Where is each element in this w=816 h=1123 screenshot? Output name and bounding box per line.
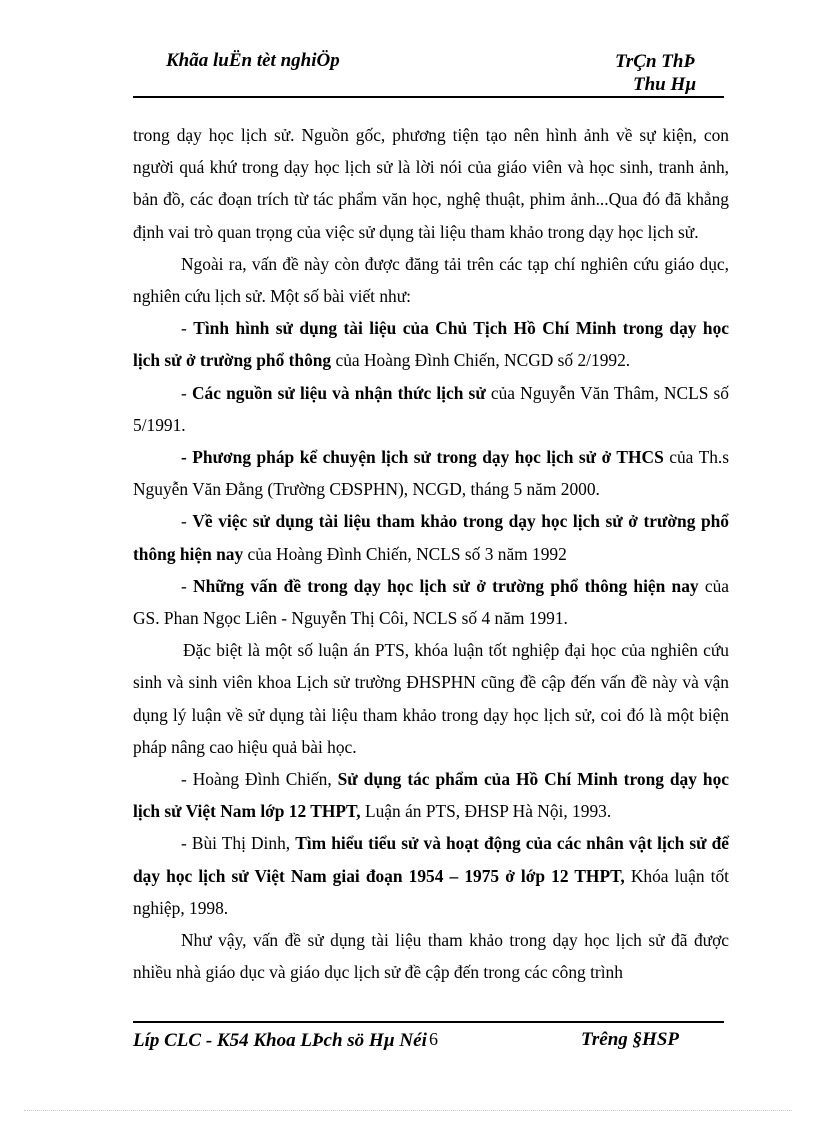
header-title: Khãa luËn tèt nghiÖp — [166, 50, 340, 71]
footer-rule — [133, 1021, 724, 1023]
header-rule — [133, 96, 724, 98]
page-body — [133, 119, 729, 988]
paragraph-2: Ngoài ra, vấn đề này còn được đăng tải trên các tạp chí nghiên cứu giáo dục, nghiên cứu lịch sử. Một số bài viết như: — [133, 253, 729, 307]
thesis-item: - Hoàng Đình Chiến, Sử dụng tác phẩm của Hồ Chí Minh trong dạy học lịch sử Việt Nam lớp 12 THPT, Luận án PTS, ĐHSP Hà Nội, 1993. — [133, 769, 729, 822]
page-number: 6 — [429, 1029, 438, 1049]
paragraph-4: Như vậy, vấn đề sử dụng tài liệu tham khảo trong dạy học lịch sử đã được nhiều nhà giáo dục và giáo dục lịch sử đề cập đến trong các công trình — [133, 930, 729, 983]
thesis-item: - Bùi Thị Dinh, Tìm hiểu tiểu sử và hoạt động của các nhân vật lịch sử để dạy học lịch sử Việt Nam giai đoạn 1954 – 1975 ở lớp 12 THPT, Khóa luận tốt nghiệp, 1998. — [133, 833, 729, 918]
paragraph-1: trong dạy học lịch sử. Nguồn gốc, phương tiện tạo nên hình ảnh về sự kiện, con người quá khứ trong dạy học lịch sử là lời nói của giáo viên và học sinh, tranh ảnh, bản đồ, các đoạn trích từ tác phẩm văn học, nghệ thuật, phim ảnh...Qua đó đã khẳng định vai trò quan trọng của việc sử dụng tài liệu tham khảo trong dạy học lịch sử. — [133, 125, 729, 242]
header-author-line2: Thu Hµ — [633, 74, 697, 95]
header-author — [560, 50, 706, 96]
footer-school: Trêng §HSP — [581, 1029, 679, 1050]
reference-item: - Tình hình sử dụng tài liệu của Chủ Tịch Hồ Chí Minh trong dạy học lịch sử ở trường phổ thông của Hoàng Đình Chiến, NCGD số 2/1992. — [133, 318, 729, 371]
reference-item: - Những vấn đề trong dạy học lịch sử ở trường phổ thông hiện nay của GS. Phan Ngọc Liên - Nguyễn Thị Côi, NCLS số 4 năm 1991. — [133, 575, 729, 629]
page-bottom-border — [24, 1110, 792, 1111]
reference-item: - Về việc sử dụng tài liệu tham khảo trong dạy học lịch sử ở trường phổ thông hiện nay của Hoàng Đình Chiến, NCLS số 3 năm 1992 — [133, 511, 729, 564]
footer-class: Líp CLC - K54 Khoa LÞch sö Hµ Néi — [133, 1030, 427, 1051]
reference-item: - Phương pháp kể chuyện lịch sử trong dạy học lịch sử ở THCS của Th.s Nguyễn Văn Đằng (Trường CĐSPHN), NCGD, tháng 5 năm 2000. — [133, 447, 730, 500]
paragraph-3: Đặc biệt là một số luận án PTS, khóa luận tốt nghiệp đại học của nghiên cứu sinh và sinh viên khoa Lịch sử trường ĐHSPHN cũng đề cập đến vấn đề này và vận dụng lý luận về sử dụng tài liệu tham khảo trong dạy học lịch sử, coi đó là một biện pháp nâng cao hiệu quả bài học. — [133, 640, 729, 757]
reference-item: - Các nguồn sử liệu và nhận thức lịch sử của Nguyễn Văn Thâm, NCLS số 5/1991. — [133, 382, 730, 435]
header-author-line1: TrÇn ThÞ — [615, 51, 696, 72]
